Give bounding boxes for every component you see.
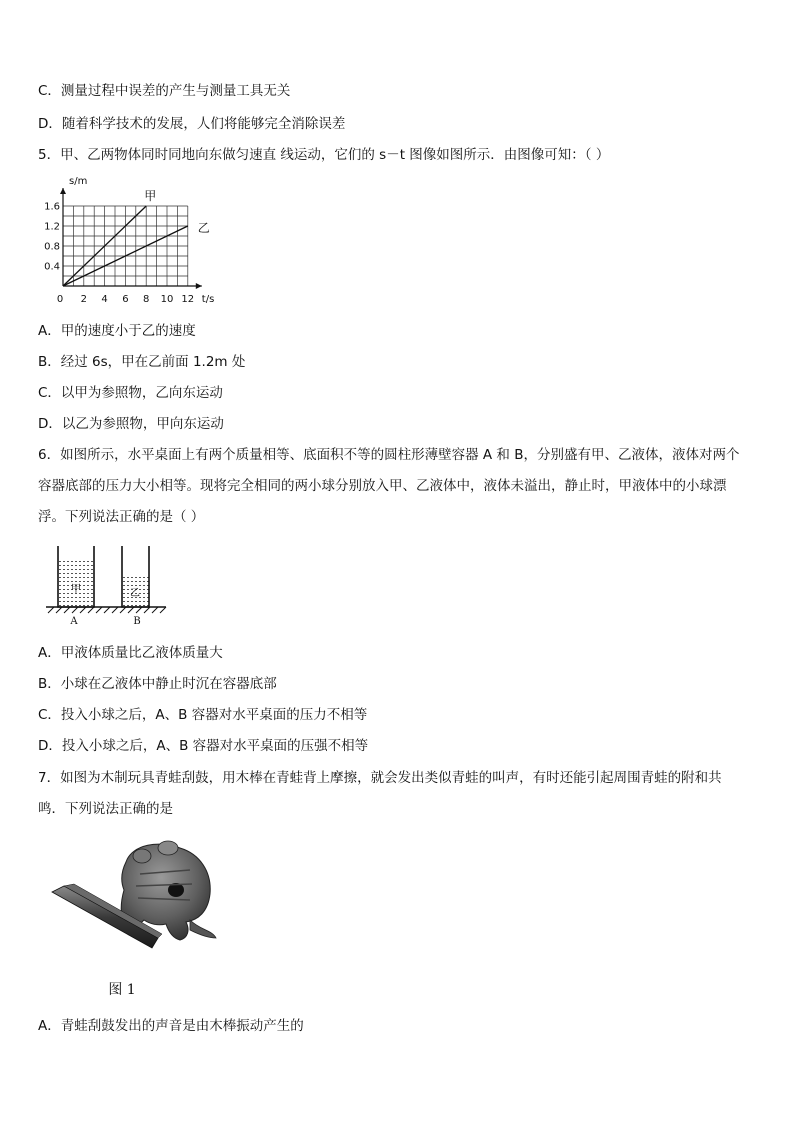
- x-tick-label: 6: [122, 294, 129, 305]
- x-axis-arrow: [196, 283, 202, 289]
- question-6-line-2: 容器底部的压力大小相等。现将完全相同的两小球分别放入甲、乙液体中，液体未溢出，静止时，甲液体中的小球漂: [38, 478, 727, 494]
- option-a-q6: A．甲液体质量比乙液体质量大: [38, 645, 223, 661]
- option-d-q5: D．以乙为参照物，甲向东运动: [38, 416, 224, 432]
- option-d-q6: D．投入小球之后，A、B 容器对水平桌面的压强不相等: [38, 738, 369, 754]
- container-a-label: A: [70, 616, 78, 627]
- option-c-q6: C．投入小球之后，A、B 容器对水平桌面的压力不相等: [38, 707, 368, 723]
- y-axis-label: s/m: [69, 176, 88, 187]
- question-7-line-2: 鸣．下列说法正确的是: [38, 801, 173, 817]
- x-tick-label: 8: [143, 294, 150, 305]
- figure-caption: 图 1: [108, 982, 136, 998]
- frog-eye-right: [158, 841, 178, 855]
- liquid-a-label: 甲: [71, 584, 81, 595]
- option-c-q4: C．测量过程中误差的产生与测量工具无关: [38, 83, 291, 99]
- question-6-line-1: 6．如图所示，水平桌面上有两个质量相等、底面积不等的圆柱形薄壁容器 A 和 B，分别盛有甲、乙液体，液体对两个: [38, 447, 740, 463]
- y-tick-label: 1.6: [44, 201, 60, 213]
- liquid-b-label: 乙: [130, 588, 140, 599]
- containers-figure: [42, 540, 172, 632]
- table-hatching: [48, 607, 166, 613]
- containers-svg: [42, 540, 172, 628]
- x-tick-label: 4: [101, 294, 108, 305]
- question-7-line-1: 7．如图为木制玩具青蛙刮鼓，用木棒在青蛙背上摩擦，就会发出类似青蛙的叫声，有时还能引起周围青蛙的附和共: [38, 770, 722, 786]
- option-b-q5: B．经过 6s，甲在乙前面 1.2m 处: [38, 354, 246, 370]
- frog-figure: [40, 834, 220, 1010]
- x-tick-label: 2: [80, 294, 87, 305]
- option-a-q5: A．甲的速度小于乙的速度: [38, 323, 196, 339]
- option-c-q5: C．以甲为参照物，乙向东运动: [38, 385, 223, 401]
- series-label-jia: 甲: [144, 189, 157, 203]
- option-b-q6: B．小球在乙液体中静止时沉在容器底部: [38, 676, 277, 692]
- frog-eye-left: [133, 849, 151, 863]
- st-chart: [36, 172, 236, 312]
- st-chart-svg: [36, 172, 236, 308]
- question-6-line-3: 浮。下列说法正确的是（ ）: [38, 509, 205, 525]
- x-axis-label: t/s: [201, 294, 215, 305]
- x-tick-label: 12: [181, 294, 195, 305]
- y-tick-label: 0.4: [44, 261, 60, 273]
- frog-svg: [40, 834, 220, 1006]
- y-tick-label: 0.8: [44, 241, 60, 253]
- y-axis-arrow: [60, 188, 66, 194]
- question-5: 5．甲、乙两物体同时同地向东做匀速直 线运动，它们的 s－t 图像如图所示．由图像可知：（ ）: [38, 147, 610, 163]
- x-tick-label: 10: [160, 294, 174, 305]
- series-label-yi: 乙: [197, 221, 210, 235]
- y-tick-label: 1.2: [44, 221, 60, 233]
- option-a-q7: A．青蛙刮鼓发出的声音是由木棒振动产生的: [38, 1018, 304, 1034]
- container-b-label: B: [133, 616, 141, 627]
- frog-leg: [190, 920, 216, 938]
- x-tick-label: 0: [56, 294, 64, 305]
- option-d-q4: D．随着科学技术的发展，人们将能够完全消除误差: [38, 116, 346, 132]
